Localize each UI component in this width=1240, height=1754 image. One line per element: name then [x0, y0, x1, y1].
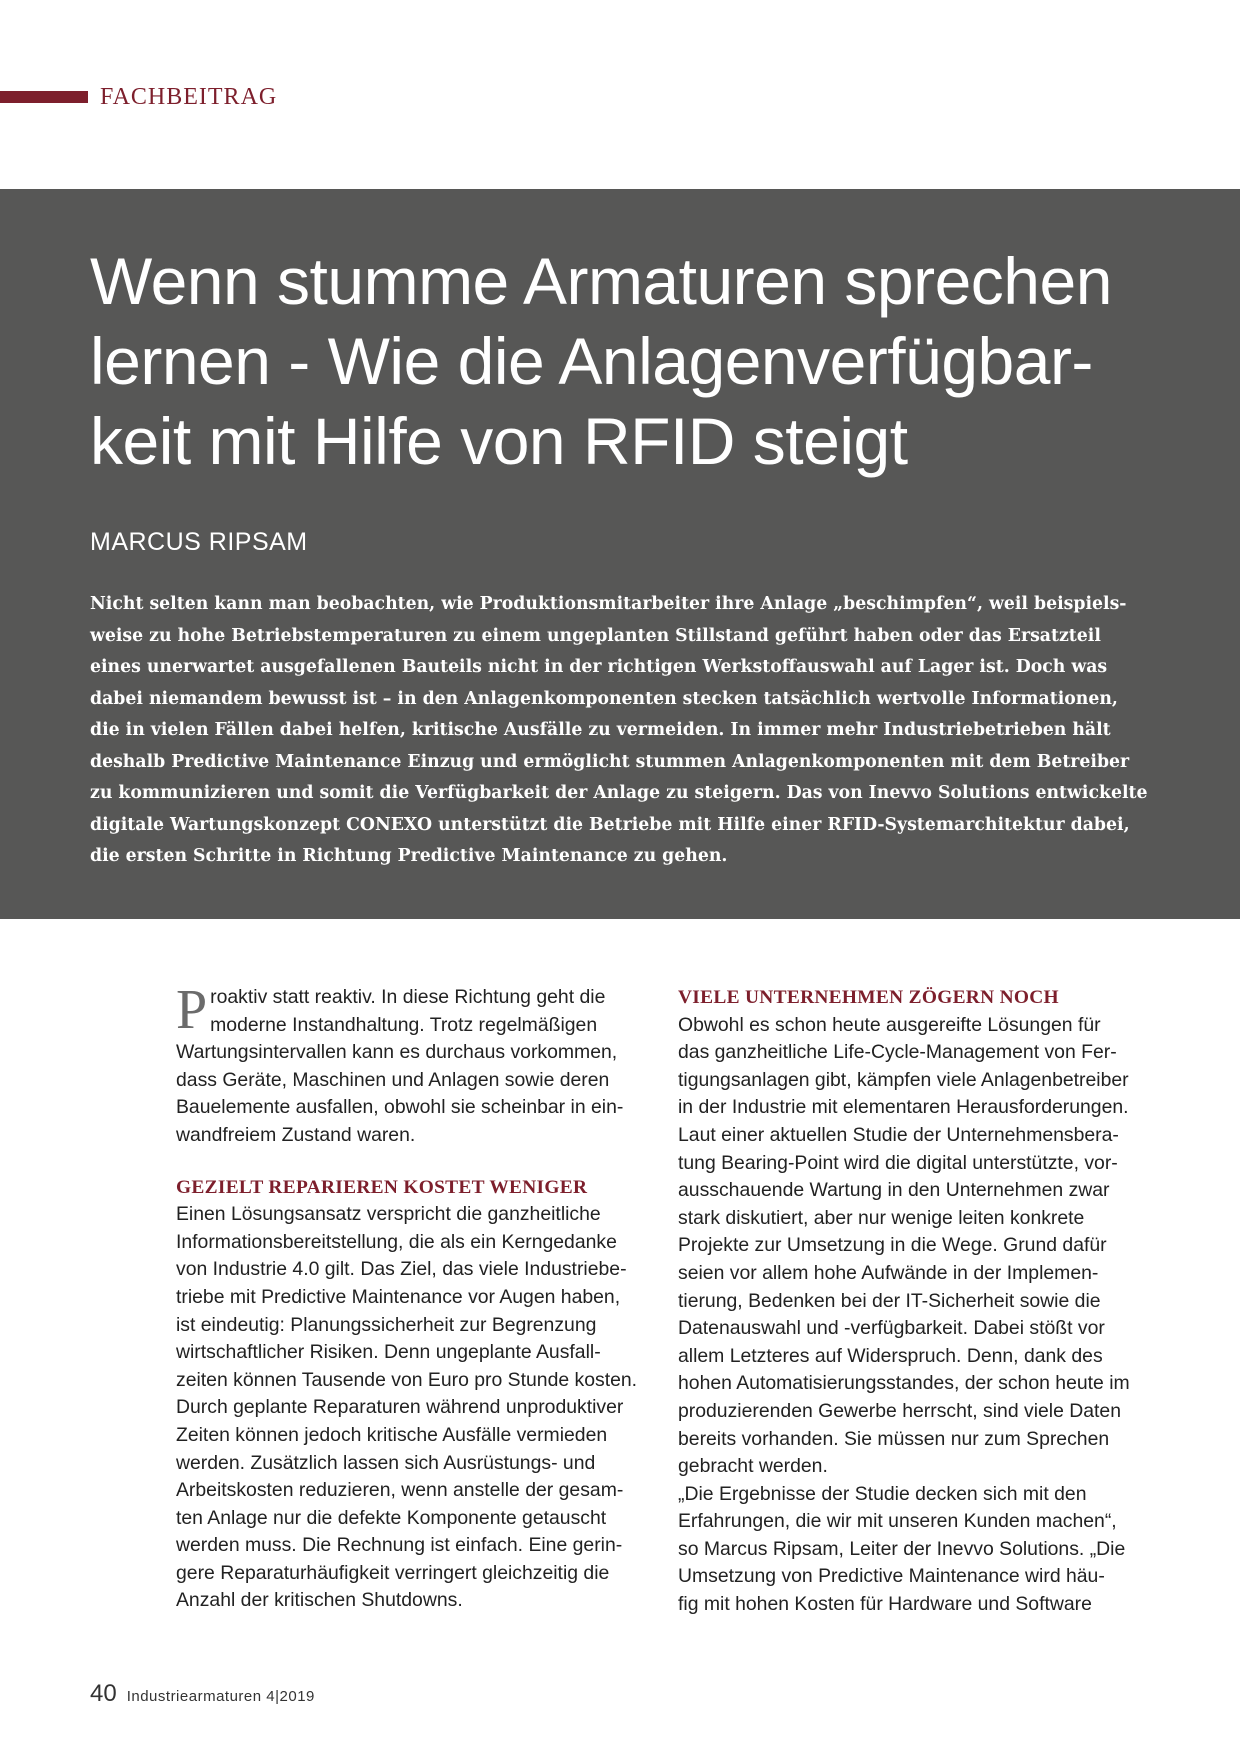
body-line: werden. Zusätzlich lassen sich Ausrüstungs- und: [176, 1451, 596, 1474]
body-line: das ganzheitliche Life-Cycle-Management von Fer-: [678, 1041, 1117, 1064]
section-tag: [0, 82, 277, 112]
body-line: ist eindeutig: Planungssicherheit zur Begrenzung: [176, 1313, 597, 1336]
lead-line: zu kommunizieren und somit die Verfügbarkeit der Anlage zu steigern. Das von Inevvo Solutions entwickelte: [90, 783, 1148, 803]
body-line: werden muss. Die Rechnung ist einfach. Eine gerin-: [176, 1534, 623, 1557]
body-line: tierung, Bedenken bei der IT-Sicherheit sowie die: [678, 1289, 1101, 1312]
hero-banner: [0, 189, 1240, 919]
drop-cap: P: [176, 979, 208, 1041]
body-line: bereits vorhanden. Sie müssen nur zum Sprechen: [678, 1427, 1110, 1450]
body-line: Erfahrungen, die wir mit unseren Kunden machen“,: [678, 1510, 1117, 1533]
body-line: moderne Instandhaltung. Trotz regelmäßigen: [210, 1013, 598, 1036]
body-line: von Industrie 4.0 gilt. Das Ziel, das viele Industriebe-: [176, 1258, 627, 1281]
body-line: Datenauswahl und -verfügbarkeit. Dabei stößt vor: [678, 1317, 1105, 1340]
body-line: zeiten können Tausende von Euro pro Stunde kosten.: [176, 1368, 638, 1391]
lead-line: die ersten Schritte in Richtung Predictive Maintenance zu gehen.: [90, 846, 728, 866]
body-line: Obwohl es schon heute ausgereifte Lösungen für: [678, 1013, 1101, 1036]
lead-line: weise zu hohe Betriebstemperaturen zu einem ungeplanten Stillstand geführt haben oder das Ersatzteil: [90, 625, 1101, 646]
body-paragraph: [176, 1201, 652, 1615]
left-column: [176, 979, 652, 1615]
section-heading: VIELE UNTERNEHMEN ZÖGERN NOCH: [678, 987, 1059, 1008]
body-line: tigungsanlagen gibt, kämpfen viele Anlagenbetreiber: [678, 1068, 1129, 1091]
body-line: ten Anlage nur die defekte Komponente getauscht: [176, 1506, 607, 1529]
body-line: triebe mit Predictive Maintenance vor Augen haben,: [176, 1285, 621, 1308]
body-line: Durch geplante Reparaturen während unproduktiver: [176, 1396, 624, 1419]
body-line: wandfreiem Zustand waren.: [176, 1123, 416, 1146]
lead-paragraph: [90, 589, 1170, 873]
section-label: FACHBEITRAG: [100, 83, 278, 110]
body-line: dass Geräte, Maschinen und Anlagen sowie deren: [176, 1068, 610, 1091]
body-line: Zeiten können jedoch kritische Ausfälle vermieden: [176, 1423, 608, 1446]
lead-line: digitale Wartungskonzept CONEXO unterstützt die Betriebe mit Hilfe einer RFID-Systemarchitektur dabei,: [90, 814, 1130, 835]
body-line: gere Reparaturhäufigkeit verringert gleichzeitig die: [176, 1561, 610, 1584]
intro-paragraph: [176, 979, 652, 1150]
body-line: Umsetzung von Predictive Maintenance wird häu-: [678, 1565, 1105, 1588]
body-line: Laut einer aktuellen Studie der Unternehmensbera-: [678, 1123, 1119, 1146]
body-line: allem Letzteres auf Widerspruch. Denn, dank des: [678, 1344, 1103, 1367]
body-line: stark diskutiert, aber nur wenige leiten konkrete: [678, 1206, 1085, 1229]
body-line: gebracht werden.: [678, 1455, 828, 1478]
lead-line: die in vielen Fällen dabei helfen, kritische Ausfälle zu vermeiden. In immer mehr Industriebetrieben hält: [90, 720, 1111, 740]
section-heading: GEZIELT REPARIEREN KOSTET WENIGER: [176, 1176, 588, 1198]
body-line: so Marcus Ripsam, Leiter der Inevvo Solutions. „Die: [678, 1537, 1126, 1560]
section-bar: [0, 91, 88, 103]
body-line: ausschauende Wartung in den Unternehmen zwar: [678, 1179, 1110, 1202]
body-line: Arbeitskosten reduzieren, wenn anstelle der gesam-: [176, 1479, 624, 1502]
body-line: in der Industrie mit elementaren Herausforderungen.: [678, 1096, 1129, 1119]
body-line: roaktiv statt reaktiv. In diese Richtung geht die: [210, 986, 606, 1008]
body-line: Einen Lösungsansatz verspricht die ganzheitliche: [176, 1203, 601, 1226]
article-title: [90, 241, 1190, 481]
page-number: 40: [90, 1680, 117, 1707]
body-line: Anzahl der kritischen Shutdowns.: [176, 1589, 463, 1612]
author-name: MARCUS RIPSAM: [90, 528, 308, 556]
lead-line: deshalb Predictive Maintenance Einzug und ermöglicht stummen Anlagenkomponenten mit dem Betreiber: [90, 751, 1130, 772]
body-line: fig mit hohen Kosten für Hardware und Software: [678, 1593, 1092, 1616]
title-line: Wenn stumme Armaturen sprechen: [90, 244, 1112, 318]
body-line: Projekte zur Umsetzung in die Wege. Grund dafür: [678, 1234, 1107, 1257]
body-line: Informationsbereitstellung, die als ein Kerngedanke: [176, 1230, 617, 1253]
magazine-issue: Industriearmaturen 4|2019: [126, 1688, 315, 1705]
title-line: lernen - Wie die Anlagenverfügbar-: [90, 324, 1093, 398]
body-line: Bauelemente ausfallen, obwohl sie scheinbar in ein-: [176, 1096, 624, 1119]
body-line: Wartungsintervallen kann es durchaus vorkommen,: [176, 1041, 618, 1064]
body-paragraph: [678, 1012, 1156, 1619]
lead-line: dabei niemandem bewusst ist – in den Anlagenkomponenten stecken tatsächlich wertvolle Informationen,: [90, 688, 1118, 709]
body-line: „Die Ergebnisse der Studie decken sich mit den: [678, 1482, 1087, 1505]
body-line: seien vor allem hohe Aufwände in der Implemen-: [678, 1261, 1099, 1284]
lead-line: Nicht selten kann man beobachten, wie Produktionsmitarbeiter ihre Anlage „beschimpfen“, weil beispiels-: [90, 594, 1127, 614]
right-column: [678, 984, 1156, 1619]
body-line: hohen Automatisierungsstandes, der schon heute im: [678, 1372, 1130, 1395]
body-line: wirtschaftlicher Risiken. Denn ungeplante Ausfall-: [176, 1341, 601, 1364]
body-line: produzierenden Gewerbe herrscht, sind viele Daten: [678, 1399, 1122, 1422]
title-line: keit mit Hilfe von RFID steigt: [90, 404, 908, 478]
body-line: tung Bearing-Point wird die digital unterstützte, vor-: [678, 1151, 1118, 1174]
page-footer: [90, 1680, 315, 1708]
lead-line: eines unerwartet ausgefallenen Bauteils nicht in der richtigen Werkstoffauswahl auf Lager ist. Doch was: [90, 657, 1108, 677]
